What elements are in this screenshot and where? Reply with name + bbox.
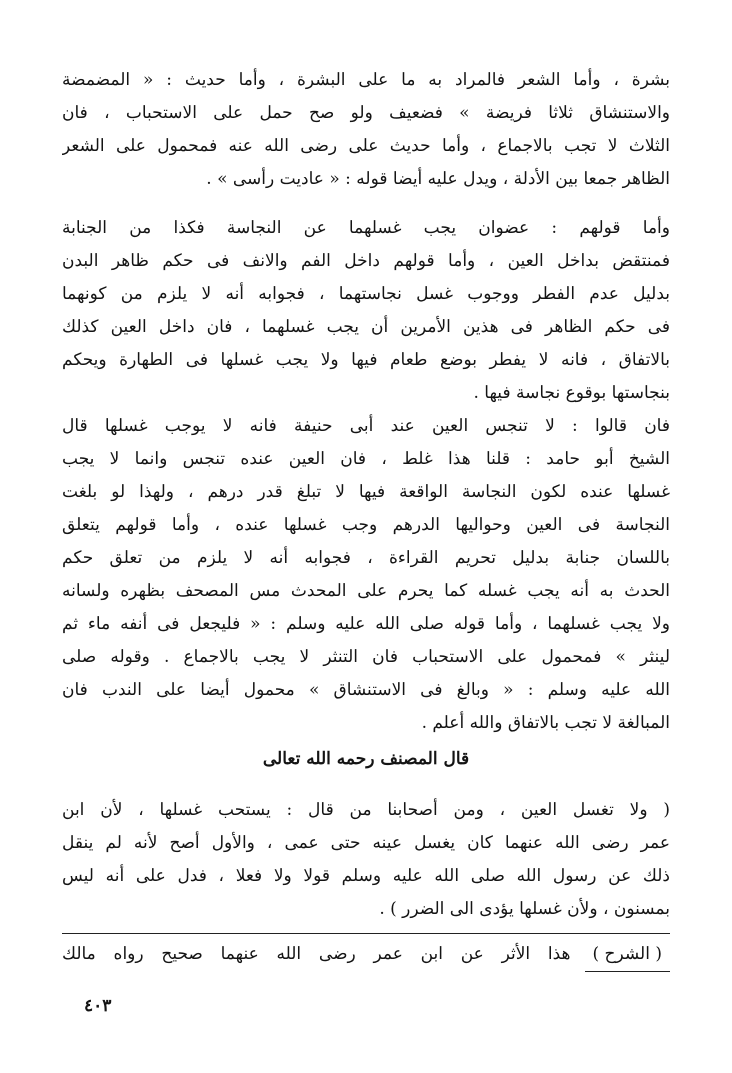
text-line: الحدث به أنه يجب غسله كما يحرم على المحدث مس المصحف بظهره ولسانه <box>62 581 670 601</box>
text-line: عمر رضى الله عنهما كان يغسل عينه حتى عمى ، والأول أصح لأنه لم ينقل <box>62 833 670 853</box>
paragraph-2 <box>62 212 670 410</box>
text-line: باللسان جنابة بدليل تحريم القراءة ، فجوابه أنه لا يلزم من تعلق حكم <box>62 548 670 568</box>
text-line: بمسنون ، ولأن غسلها يؤدى الى الضرر ) . <box>379 899 670 919</box>
text-line: بدليل عدم الفطر ووجوب غسل نجاستهما ، فجوابه أنه لا يلزم من كونهما <box>62 284 670 304</box>
text-line: بشرة ، وأما الشعر فالمراد به ما على البشرة ، وأما حديث : « المضمضة <box>62 70 670 90</box>
text-line: ولا يجب غسلهما ، وأما قوله صلى الله عليه وسلم : « فليجعل فى أنفه ماء ثم <box>62 614 670 634</box>
text-line: الثلاث لا تجب بالاجماع ، وأما حديث على رضى الله عنه فمحمول على الشعر <box>62 136 670 156</box>
text-line: فى حكم الظاهر فى هذين الأمرين أن يجب غسلهما ، فان داخل العين كذلك <box>62 317 670 337</box>
sharh-label: ( الشرح ) <box>585 938 671 972</box>
sharh-text: هذا الأثر عن ابن عمر رضى الله عنهما صحيح رواه مالك <box>62 944 571 964</box>
text-line: والاستنشاق ثلاثا فريضة » فضعيف ولو صح حمل على الاستحباب ، فان <box>62 103 670 123</box>
text-line: المبالغة لا تجب بالاتفاق والله أعلم . <box>421 713 670 733</box>
text-line: الظاهر جمعا بين الأدلة ، ويدل عليه أيضا قوله : « عاديت رأسى » . <box>206 169 670 189</box>
paragraph-3 <box>62 410 670 740</box>
text-line: بالاتفاق ، فانه لا يفطر بوضع طعام فيها ولا يجب غسلها فى الطهارة ويحكم <box>62 350 670 370</box>
paragraph-1 <box>62 64 670 196</box>
text-line: لينثر » فمحمول على الاستحباب فان التنثر لا يجب بالاجماع . وقوله صلى <box>62 647 670 667</box>
text-line: فمنتقض بداخل العين ، وأما قولهم داخل الفم والانف فى حكم ظاهر البدن <box>62 251 670 271</box>
page-number: ٤٠٣ <box>84 996 112 1016</box>
sharh-line <box>62 938 670 971</box>
text-line: ذلك عن رسول الله صلى الله عليه وسلم قولا ولا فعلا ، فدل على أنه ليس <box>62 866 670 886</box>
text-line: فان قالوا : لا تنجس العين عند أبى حنيفة فانه لا يوجب غسلها قال <box>62 416 670 436</box>
text-line: النجاسة فى العين وحواليها الدرهم وجب غسلها عنده ، وأما قولهم يتعلق <box>62 515 670 535</box>
text-line: غسلها عنده لكون النجاسة الواقعة فيها لا تبلغ قدر درهم ، ولهذا لو بلغت <box>62 482 670 502</box>
separator-rule <box>62 933 670 934</box>
section-heading: قال المصنف رحمه الله تعالى <box>262 749 470 769</box>
text-line: الله عليه وسلم : « وبالغ فى الاستنشاق » محمول أيضا على الندب فان <box>62 680 670 700</box>
text-line: بنجاستها بوقوع نجاسة فيها . <box>473 383 670 403</box>
matn-paragraph <box>62 794 670 926</box>
text-line: ( ولا تغسل العين ، ومن أصحابنا من قال : يستحب غسلها ، لأن ابن <box>62 800 670 820</box>
text-line: الشيخ أبو حامد : قلنا هذا غلط ، فان العين عنده تنجس وانما لا يجب <box>62 449 670 469</box>
text-line: وأما قولهم : عضوان يجب غسلهما عن النجاسة فكذا من الجنابة <box>62 218 670 238</box>
